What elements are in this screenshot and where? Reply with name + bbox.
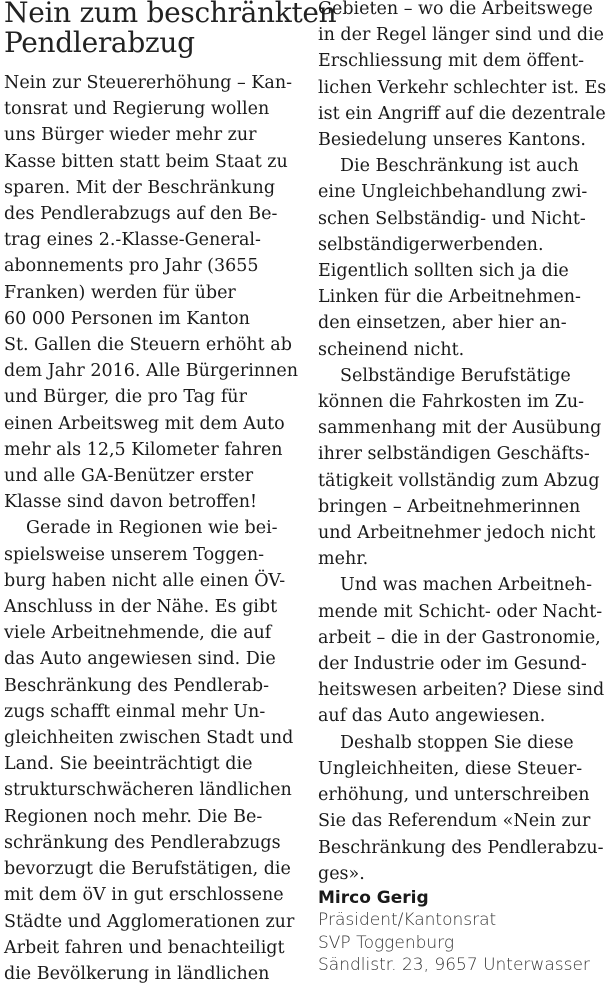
- author-title: Präsident/Kantonsrat: [318, 910, 497, 931]
- text-line: abonnements pro Jahr (3655: [4, 256, 259, 277]
- text-line: den einsetzen, aber hier an-: [318, 313, 567, 334]
- text-line: St. Gallen die Steuern erhöht ab: [4, 335, 292, 356]
- text-line: mehr als 12,5 Kilometer fahren: [4, 439, 283, 460]
- text-line: Beschränkung des Pendlerabzu-: [318, 837, 604, 858]
- text-line: sparen. Mit der Beschränkung: [4, 177, 276, 198]
- text-line: Städte und Agglomerationen zur: [4, 911, 295, 932]
- text-line: schen Selbständig- und Nicht-: [318, 208, 586, 229]
- article-body-right: [318, 0, 612, 887]
- text-line: Selbständige Berufstätige: [340, 365, 571, 386]
- text-line: arbeit – die in der Gastronomie,: [318, 627, 601, 648]
- text-line: sammenhang mit der Ausübung: [318, 418, 602, 439]
- text-line: dem Jahr 2016. Alle Bürgerinnen: [4, 361, 298, 382]
- text-line: zugs schafft einmal mehr Un-: [4, 701, 266, 722]
- text-line: selbständigerwerbenden.: [318, 234, 544, 255]
- text-line: burg haben nicht alle einen ÖV-: [4, 570, 286, 591]
- text-line: Gebieten – wo die Arbeitswege: [318, 0, 593, 19]
- text-line: tonsrat und Regierung wollen: [4, 99, 270, 120]
- text-line: Eigentlich sollten sich ja die: [318, 261, 569, 282]
- text-line: gleichheiten zwischen Stadt und: [4, 728, 294, 749]
- author-name: Mirco Gerig: [318, 887, 429, 908]
- text-line: Nein zur Steuererhöhung – Kan-: [4, 73, 292, 93]
- text-line: Beschränkung des Pendlerab-: [4, 675, 270, 696]
- text-line: des Pendlerabzugs auf den Be-: [4, 204, 278, 225]
- text-line: erhöhung, und unterschreiben: [318, 785, 590, 806]
- text-line: scheinend nicht.: [318, 339, 465, 360]
- text-line: Besiedelung unseres Kantons.: [318, 130, 586, 151]
- text-line: in der Regel länger sind und die: [318, 25, 605, 46]
- text-line: mehr.: [318, 549, 369, 570]
- column-left: [4, 0, 337, 987]
- text-line: Deshalb stoppen Sie diese: [340, 732, 574, 753]
- text-line: Und was machen Arbeitneh-: [340, 575, 593, 596]
- headline-line: Pendlerabzug: [4, 26, 195, 59]
- text-line: Linken für die Arbeitnehmen-: [318, 287, 581, 308]
- text-line: Die Beschränkung ist auch: [340, 156, 579, 177]
- text-line: strukturschwächeren ländlichen: [4, 780, 292, 801]
- text-line: und Bürger, die pro Tag für: [4, 387, 247, 408]
- text-line: Arbeit fahren und benachteiligt: [4, 937, 285, 958]
- text-line: und alle GA-Benützer erster: [4, 466, 254, 487]
- text-line: ges».: [318, 863, 365, 884]
- text-line: 60 000 Personen im Kanton: [4, 308, 250, 329]
- text-line: und Arbeitnehmer jedoch nicht: [318, 523, 596, 544]
- text-line: die Bevölkerung in ländlichen: [4, 963, 270, 984]
- article-body-left: [4, 70, 306, 987]
- author-party: SVP Toggenburg: [318, 932, 455, 953]
- text-line: Regionen noch mehr. Die Be-: [4, 806, 263, 827]
- text-line: trag eines 2.-Klasse-General-: [4, 230, 261, 251]
- text-line: bringen – Arbeitnehmerinnen: [318, 496, 581, 517]
- text-line: das Auto angewiesen sind. Die: [4, 649, 276, 670]
- text-line: können die Fahrkosten im Zu-: [318, 392, 585, 413]
- text-line: ihrer selbständigen Geschäfts-: [318, 444, 590, 465]
- text-line: schränkung des Pendlerabzugs: [4, 832, 281, 853]
- signature-block: [318, 887, 612, 977]
- text-line: auf das Auto angewiesen.: [318, 706, 546, 727]
- text-line: viele Arbeitnehmende, die auf: [4, 623, 272, 644]
- author-address: Sändlistr. 23, 9657 Unterwasser: [318, 955, 590, 976]
- text-line: uns Bürger wieder mehr zur: [4, 125, 257, 146]
- text-line: tätigkeit vollständig zum Abzug: [318, 470, 600, 491]
- text-line: Anschluss in der Nähe. Es gibt: [4, 597, 278, 618]
- text-line: Klasse sind davon betroffen!: [4, 492, 258, 513]
- headline-line: Nein zum beschränkten: [4, 0, 337, 29]
- text-line: Sie das Referendum «Nein zur: [318, 811, 591, 832]
- text-line: ist ein Angriff auf die dezentrale: [318, 103, 606, 124]
- text-line: Franken) werden für über: [4, 282, 236, 303]
- text-line: mit dem öV in gut erschlossene: [4, 885, 284, 906]
- text-line: lichen Verkehr schlechter ist. Es: [318, 77, 607, 98]
- text-line: Land. Sie beeinträchtigt die: [4, 754, 253, 775]
- text-line: heitswesen arbeiten? Diese sind: [318, 680, 605, 701]
- text-line: Ungleichheiten, diese Steuer-: [318, 758, 583, 779]
- text-line: der Industrie oder im Gesund-: [318, 654, 587, 675]
- text-line: einen Arbeitsweg mit dem Auto: [4, 413, 285, 434]
- text-line: spielsweise unserem Toggen-: [4, 544, 265, 565]
- text-line: Gerade in Regionen wie bei-: [26, 518, 278, 539]
- text-line: Erschliessung mit dem öffent-: [318, 51, 585, 72]
- column-right: [318, 0, 612, 977]
- text-line: mende mit Schicht- oder Nacht-: [318, 601, 603, 622]
- text-line: Kasse bitten statt beim Staat zu: [4, 151, 288, 172]
- text-line: eine Ungleichbehandlung zwi-: [318, 182, 588, 203]
- text-line: bevorzugt die Berufstätigen, die: [4, 859, 291, 880]
- headline: [4, 0, 337, 59]
